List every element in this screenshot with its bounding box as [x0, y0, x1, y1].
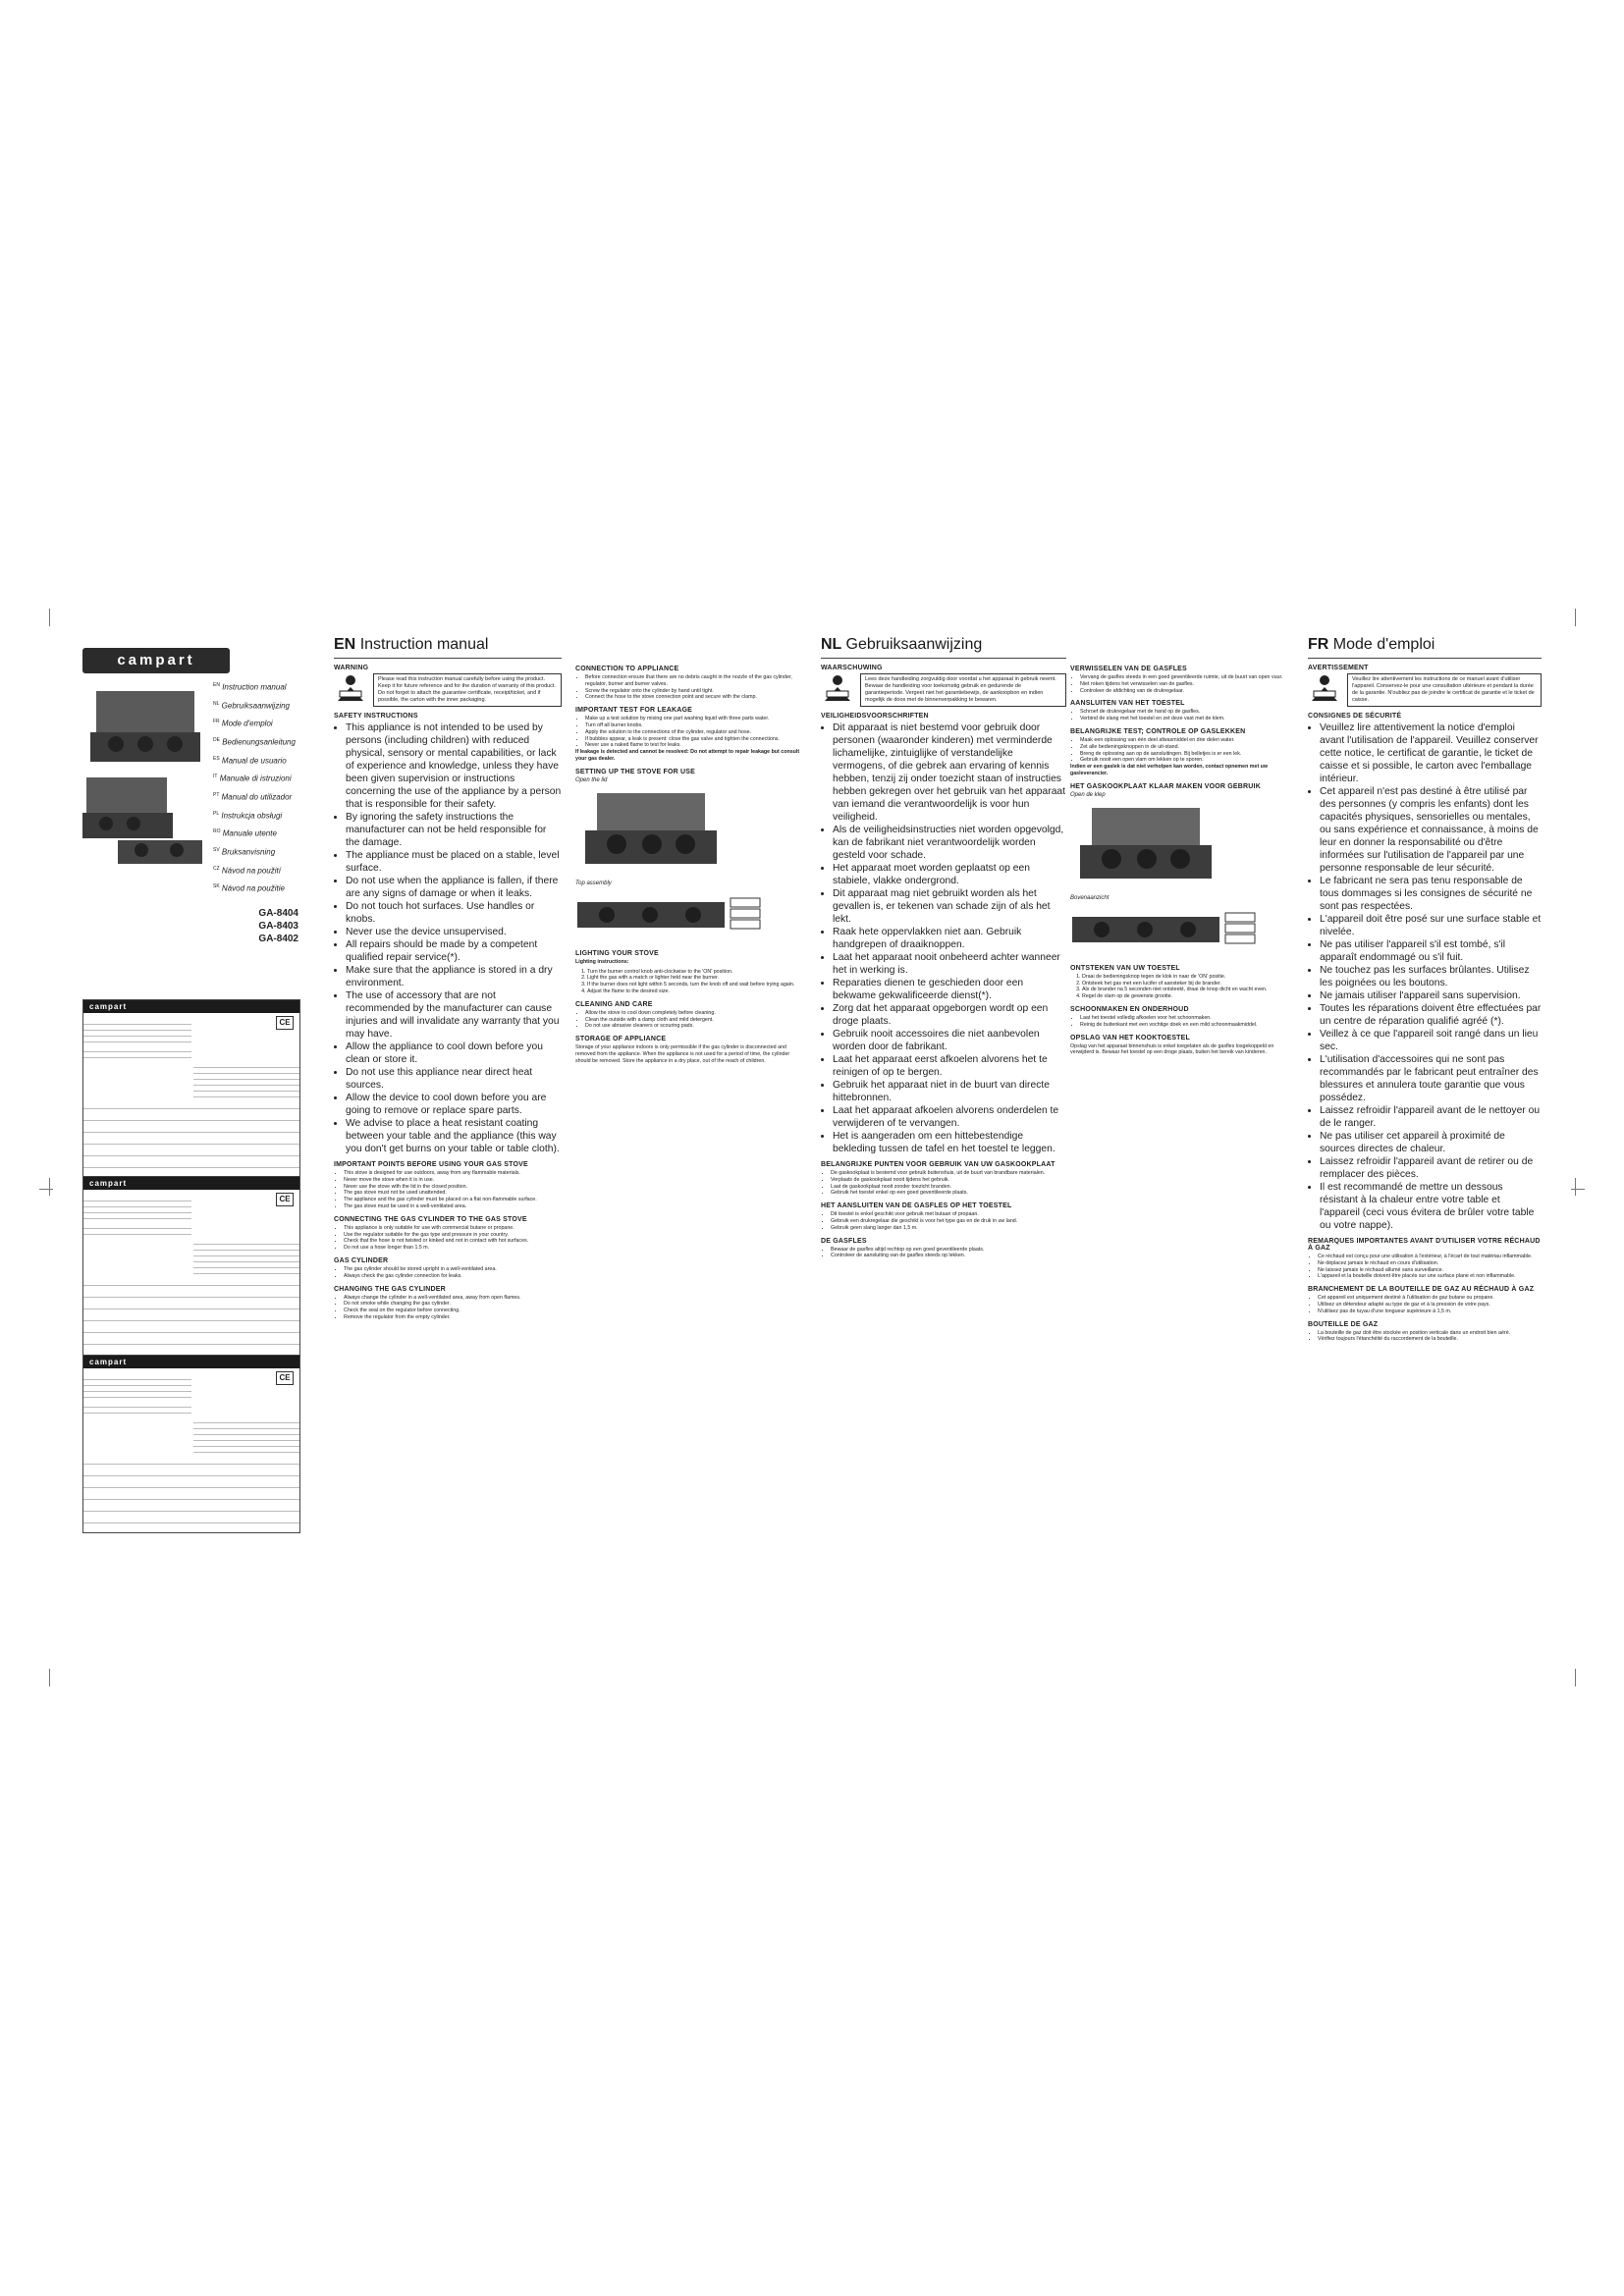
read-manual-icon — [821, 673, 854, 703]
list-item: • Het is aangeraden om een hittebestendige bekleding tussen de tafel en het toestel te leggen. — [833, 1130, 1066, 1155]
fr-safety-list — [1308, 721, 1542, 1232]
list-item: • Zorg dat het apparaat opgeborgen wordt op een droge plaats. — [833, 1002, 1066, 1028]
language-item: $^{NL}$ Gebruiksaanwijzing — [213, 700, 291, 711]
en-storage-heading: STORAGE OF APPLIANCE — [575, 1036, 667, 1043]
list-item: • Do not use abrasive cleaners or scouring pads. — [585, 1023, 803, 1030]
list-item: • Reparaties dienen te geschieden door een bekwame gekwalificeerde dienst(*). — [833, 977, 1066, 1002]
nl-points-heading: BELANGRIJKE PUNTEN VOOR GEBRUIK VAN UW GASKOOKPLAAT — [821, 1161, 1056, 1168]
en-important-list — [334, 1170, 562, 1210]
crop-mark — [49, 1669, 50, 1686]
list-item: • Veillez à ce que l'appareil soit rangé dans un lieu sec. — [1320, 1028, 1542, 1053]
list-item: • Ne pas utiliser l'appareil s'il est tombé, s'il apparaît endommagé ou s'il fuit. — [1320, 938, 1542, 964]
stove-product-image — [82, 683, 205, 880]
en-safety-list — [334, 721, 562, 1155]
list-item: • Breng de oplossing aan op de aansluitingen. Bij belletjes is er een lek. — [1080, 751, 1296, 758]
nl-gas-heading: DE GASFLES — [821, 1237, 867, 1245]
list-item: 4. Regel de vlam op de gewenste grootte. — [1082, 993, 1296, 1000]
list-item: • Do not use when the appliance is fallen, if there are any signs of damage or when it leaks. — [346, 875, 562, 900]
nl-leak-list — [1070, 737, 1296, 764]
language-item: $^{RO}$ Manuale utente — [213, 828, 277, 838]
nl-setup-caption-2: Bovenaanzicht — [1070, 894, 1110, 901]
en-title: EN Instruction manual — [334, 636, 489, 653]
nl-conn-list — [821, 1211, 1066, 1231]
en-clean-heading: CLEANING AND CARE — [575, 1000, 653, 1008]
en-clean-list — [575, 1010, 803, 1030]
nl-safety-list — [821, 721, 1066, 1155]
nl-storage-heading: OPSLAG VAN HET KOOKTOESTEL — [1070, 1034, 1191, 1041]
list-item: • Laat het apparaat nooit onbeheerd achter wanneer het in werking is. — [833, 951, 1066, 977]
list-item: • Reinig de buitenkant met een vochtige doek en een mild schoonmaakmiddel. — [1080, 1022, 1296, 1029]
fr-column — [1308, 636, 1542, 1343]
nl-lighting-list — [1070, 974, 1296, 1000]
nl-change-heading: VERWISSELEN VAN DE GASFLES — [1070, 666, 1187, 672]
language-item: $^{ES}$ Manual de usuario — [213, 755, 287, 766]
en-connect-list — [334, 1225, 562, 1252]
list-item: • Laat het toestel volledig afkoelen voor het schoonmaken. — [1080, 1015, 1296, 1022]
fr-warning-heading: AVERTISSEMENT — [1308, 665, 1369, 671]
fr-remarks-heading: REMARQUES IMPORTANTES AVANT D'UTILISER VOTRE RÉCHAUD À GAZ — [1308, 1238, 1541, 1252]
list-item: • Cet appareil n'est pas destiné à être utilisé par des personnes (y compris les enfants) dont les capacités physiques, sensorielles ou mentales, ou sans expérience et connaissance, à moins de leur en donner la responsabilité ou d'être informées sur l'utilisation de l'appareil par une personne responsable de leur sécurité. — [1320, 785, 1542, 875]
en-important-heading: IMPORTANT POINTS BEFORE USING YOUR GAS STOVE — [334, 1161, 528, 1168]
nl-column-2 — [1070, 660, 1296, 1059]
language-item: $^{IT}$ Manuale di istruzioni — [213, 774, 292, 783]
list-item: • Allow the device to cool down before you are going to remove or replace spare parts. — [346, 1092, 562, 1117]
en-cylinder-heading: GAS CYLINDER — [334, 1256, 389, 1264]
en-lighting-sub: Lighting instructions: — [575, 958, 629, 965]
list-item: • Allow the stove to cool down completely before cleaning. — [585, 1010, 803, 1017]
list-item: 1. Turn the burner control knob anti-clockwise to the 'ON' position. — [587, 969, 803, 976]
nl-warning-text: Lees deze handleiding zorgvuldig door voordat u het apparaat in gebruik neemt. Bewaar de handleiding voor toekomstig gebruik en gedurende de garantieperiode. Vergeet niet het garantiebewijs, de aankoopbon en indien mogelijk de doos met de binnenverpakking te bewaren. — [860, 673, 1066, 707]
rating-plate-brand: campart — [83, 1177, 299, 1190]
language-list — [213, 677, 296, 897]
list-item: • The gas stove must be used in a well-ventilated area. — [344, 1203, 562, 1210]
list-item: • Dit toestel is enkel geschikt voor gebruik met butaan of propaan. — [831, 1211, 1066, 1218]
en-cylinder-list — [334, 1266, 562, 1280]
stove-top-image — [1070, 909, 1257, 948]
list-item: • Het apparaat moet worden geplaatst op een stabiele, vlakke ondergrond. — [833, 862, 1066, 887]
list-item: • Connect the hose to the stove connection point and secure with the clamp. — [585, 694, 803, 701]
en-column-1 — [334, 636, 562, 1321]
nl-connect-dev-heading: AANSLUITEN VAN HET TOESTEL — [1070, 700, 1185, 708]
list-item: • Gebruik een drukregelaar die geschikt is voor het type gas en de druk in uw land. — [831, 1218, 1066, 1225]
list-item: • Schroef de drukregelaar met de hand op de gasfles. — [1080, 709, 1296, 716]
list-item: • Verplaats de gaskookplaat nooit tijdens het gebruik. — [831, 1177, 1066, 1184]
list-item: • Gebruik het apparaat niet in de buurt van directe hittebronnen. — [833, 1079, 1066, 1104]
model-list — [82, 907, 298, 945]
list-item: • By ignoring the safety instructions the manufacturer can not be held responsible for the damage. — [346, 811, 562, 849]
list-item: • Laissez refroidir l'appareil avant de retirer ou de remplacer des pièces. — [1320, 1155, 1542, 1181]
list-item: • Never use the device unsupervised. — [346, 926, 562, 938]
crop-mark — [1575, 1178, 1576, 1196]
list-item: • Remove the regulator from the empty cylinder. — [344, 1314, 562, 1321]
list-item: 1. Draai de bedieningsknop tegen de klok in naar de 'ON' positie. — [1082, 974, 1296, 981]
en-warning-box — [334, 673, 562, 707]
list-item: • Cet appareil est uniquement destiné à l'utilisation de gaz butane ou propane. — [1318, 1295, 1542, 1302]
list-item: 2. Light the gas with a match or lighter held near the burner. — [587, 975, 803, 982]
en-changing-heading: CHANGING THE GAS CYLINDER — [334, 1285, 446, 1293]
crop-mark — [1571, 1189, 1585, 1190]
en-safety-heading: SAFETY INSTRUCTIONS — [334, 713, 418, 720]
en-warning-text: Please read this instruction manual carefully before using the product. Keep it for future reference and for the duration of warranty of this product. Do not forget to attach the guarantee certificate, receipt/ticket, and if possible, the carton with the inner packaging. — [373, 673, 562, 707]
crop-mark — [49, 609, 50, 626]
stove-open-image — [575, 791, 723, 868]
list-item: • Maak een oplossing van één deel afwasmiddel en drie delen water. — [1080, 737, 1296, 744]
list-item: • Ce réchaud est conçu pour une utilisation à l'extérieur, à l'écart de tout matériau inflammable. — [1318, 1254, 1542, 1260]
list-item: • Check that the hose is not twisted or kinked and not in contact with hot surfaces. — [344, 1238, 562, 1245]
fr-warning-box — [1308, 673, 1542, 707]
list-item: • Il est recommandé de mettre un dessous résistant à la chaleur entre votre table et l'appareil (ceci vous évitera de brûler votre table ou votre nappe). — [1320, 1181, 1542, 1232]
list-item: • Laat het apparaat afkoelen alvorens onderdelen te verwijderen of te vervangen. — [833, 1104, 1066, 1130]
ce-mark-icon: CE — [276, 1371, 294, 1385]
list-item: • Verbind de slang met het toestel en zet deze vast met de klem. — [1080, 716, 1296, 722]
list-item: • Allow the appliance to cool down before you clean or store it. — [346, 1041, 562, 1066]
list-item: • Never use a naked flame to test for leaks. — [585, 742, 803, 749]
rating-plate — [82, 1176, 300, 1357]
list-item: • Zet alle bedieningsknoppen in de uit-stand. — [1080, 744, 1296, 751]
list-item: • Veuillez lire attentivement la notice d'emploi avant l'utilisation de l'appareil. Veuillez conserver cette notice, le certificat de garantie, le ticket de caisse et si possible, le carton avec l'emballage intérieur. — [1320, 721, 1542, 785]
rating-plate — [82, 999, 300, 1178]
brand-column — [82, 648, 298, 945]
list-item: • L'appareil doit être posé sur une surface stable et nivelée. — [1320, 913, 1542, 938]
list-item: • The appliance and the gas cylinder must be placed on a flat non-flammable surface. — [344, 1197, 562, 1203]
list-item: • If bubbles appear, a leak is present: close the gas valve and tighten the connections. — [585, 736, 803, 743]
list-item: • De gaskookplaat is bestemd voor gebruik buitenshuis, uit de buurt van brandbare materialen. — [831, 1170, 1066, 1177]
list-item: • We advise to place a heat resistant coating between your table and the appliance (this way you don't get burns on your table or table cloth). — [346, 1117, 562, 1155]
list-item: • Do not use this appliance near direct heat sources. — [346, 1066, 562, 1092]
list-item: • L'utilisation d'accessoires qui ne sont pas recommandés par le fabricant peut entraîner des blessures et annulera toute garantie que vous possédez. — [1320, 1053, 1542, 1104]
list-item: • Gebruik nooit een open vlam om lekken op te sporen. — [1080, 757, 1296, 764]
list-item: • Vervang de gasfles steeds in een goed geventileerde ruimte, uit de buurt van open vuur. — [1080, 674, 1296, 681]
en-column-2 — [575, 660, 803, 1068]
list-item: • Always change the cylinder in a well-ventilated area, away from open flames. — [344, 1295, 562, 1302]
list-item: • Never move the stove when it is in use. — [344, 1177, 562, 1184]
brand-logo — [82, 648, 230, 673]
ce-mark-icon: CE — [276, 1193, 294, 1206]
rating-plate-brand: campart — [83, 1356, 299, 1368]
nl-warning-box — [821, 673, 1066, 707]
list-item: • Use the regulator suitable for the gas type and pressure in your country. — [344, 1232, 562, 1239]
read-manual-icon — [1308, 673, 1341, 703]
nl-leak-note: Indien er een gaslek is dat niet verholpen kan worden, contact opnemen met uw gasleverancier. — [1070, 764, 1269, 776]
en-lighting-list — [575, 969, 803, 995]
list-item: • Do not smoke while changing the gas cylinder. — [344, 1301, 562, 1308]
list-item: • Als de veiligheidsinstructies niet worden opgevolgd, kan de fabrikant niet verantwoordelijk worden gesteld voor schade. — [833, 824, 1066, 862]
crop-mark — [49, 1178, 50, 1196]
brand-name: campart — [117, 652, 195, 668]
en-leak-note: If leakage is detected and cannot be resolved: Do not attempt to repair leakage but consult your gas dealer. — [575, 749, 800, 762]
ce-mark-icon: CE — [276, 1016, 294, 1030]
list-item: • Ne déplacez jamais le réchaud en cours d'utilisation. — [1318, 1260, 1542, 1267]
list-item: • N'utilisez pas de tuyau d'une longueur supérieure à 1,5 m. — [1318, 1308, 1542, 1315]
en-setup-caption: Open the lid — [575, 776, 608, 783]
en-changing-list — [334, 1295, 562, 1321]
list-item: • L'appareil et la bouteille doivent être placés sur une surface plane et non inflammable. — [1318, 1273, 1542, 1280]
language-item: $^{SV}$ Bruksanvisning — [213, 846, 276, 857]
en-warning-heading: WARNING — [334, 665, 369, 671]
list-item: • The gas stove must not be used unattended. — [344, 1190, 562, 1197]
stove-open-image — [1070, 806, 1218, 882]
list-item: • Le fabricant ne sera pas tenu responsable de tous dommages si les consignes de sécurité ne sont pas respectées. — [1320, 875, 1542, 913]
list-item: • Always check the gas cylinder connection for leaks. — [344, 1273, 562, 1280]
list-item: • Vérifiez toujours l'étanchéité du raccordement de la bouteille. — [1318, 1336, 1542, 1343]
read-manual-icon — [334, 673, 367, 703]
list-item: • Dit apparaat mag niet gebruikt worden als het gevallen is, er tekenen van schade zijn of als het lekt. — [833, 887, 1066, 926]
list-item: • This appliance is not intended to be used by persons (including children) with reduced physical, sensory or mental capabilities, or lack of experience and knowledge, unless they have been given supervision or instructions concerning the use of the appliance by a person that is responsible for their safety. — [346, 721, 562, 811]
fr-bottle-heading: BOUTEILLE DE GAZ — [1308, 1320, 1379, 1328]
list-item: • The appliance must be placed on a stable, level surface. — [346, 849, 562, 875]
language-item: $^{FR}$ Mode d'emploi — [213, 719, 273, 728]
fr-connect-list — [1308, 1295, 1542, 1314]
list-item: • Apply the solution to the connections of the cylinder, regulator and hose. — [585, 729, 803, 736]
language-item: $^{PL}$ Instrukcja obsługi — [213, 810, 283, 821]
list-item: • Laat de gaskookplaat nooit zonder toezicht branden. — [831, 1184, 1066, 1191]
nl-storage-text: Opslag van het apparaat binnenshuis is enkel toegelaten als de gasfles losgekoppeld en verwijderd is. Bewaar het toestel op een droge plaats, buiten het bereik van kinderen. — [1070, 1042, 1274, 1056]
list-item: • Ne jamais utiliser l'appareil sans supervision. — [1320, 989, 1542, 1002]
nl-title: NL Gebruiksaanwijzing — [821, 636, 983, 653]
list-item: • All repairs should be made by a competent qualified repair service(*). — [346, 938, 562, 964]
en-connect-heading: CONNECTING THE GAS CYLINDER TO THE GAS STOVE — [334, 1215, 527, 1223]
fr-safety-heading: CONSIGNES DE SÉCURITÉ — [1308, 713, 1402, 720]
nl-lighting-heading: ONTSTEKEN VAN UW TOESTEL — [1070, 964, 1180, 972]
en-leak-list — [575, 716, 803, 749]
list-item: • Gebruik nooit accessoires die niet aanbevolen worden door de fabrikant. — [833, 1028, 1066, 1053]
list-item: • Laat het apparaat eerst afkoelen alvorens het te reinigen of op te bergen. — [833, 1053, 1066, 1079]
list-item: • Niet roken tijdens het verwisselen van de gasfles. — [1080, 681, 1296, 688]
list-item: • Gebruik geen slang langer dan 1,5 m. — [831, 1225, 1066, 1232]
list-item: • Controleer de afdichting van de drukregelaar. — [1080, 688, 1296, 695]
stove-top-image — [575, 894, 762, 934]
language-item: $^{EN}$ Instruction manual — [213, 682, 287, 692]
nl-clean-heading: SCHOONMAKEN EN ONDERHOUD — [1070, 1005, 1189, 1013]
nl-safety-heading: VEILIGHEIDSVOORSCHRIFTEN — [821, 713, 929, 720]
language-item: $^{DE}$ Bedienungsanleitung — [213, 736, 296, 747]
fr-warning-text: Veuillez lire attentivement les instructions de ce manuel avant d'utiliser l'appareil. Conservez-le pour une consultation ultérieure et pendant la durée de la garantie. N'oubliez pas de joindre le certificat de garantie et le ticket de caisse. — [1347, 673, 1542, 707]
list-item: • Turn off all burner knobs. — [585, 722, 803, 729]
list-item: • La bouteille de gaz doit être stockée en position verticale dans un endroit bien aéré. — [1318, 1330, 1542, 1337]
list-item: • Utilisez un détendeur adapté au type de gaz et à la pression de votre pays. — [1318, 1302, 1542, 1308]
en-conn-app-heading: CONNECTION TO APPLIANCE — [575, 666, 679, 672]
nl-clean-list — [1070, 1015, 1296, 1029]
list-item: • Ne touchez pas les surfaces brûlantes. Utilisez les poignées ou les boutons. — [1320, 964, 1542, 989]
rating-plate — [82, 1355, 300, 1533]
list-item: • Toutes les réparations doivent être effectuées par un centre de réparation qualifié agréé (*). — [1320, 1002, 1542, 1028]
list-item: • Check the seal on the regulator before connecting. — [344, 1308, 562, 1314]
nl-leak-heading: BELANGRIJKE TEST; CONTROLE OP GASLEKKEN — [1070, 727, 1246, 735]
list-item: • The gas cylinder should be stored upright in a well-ventilated area. — [344, 1266, 562, 1273]
list-item: • Dit apparaat is niet bestemd voor gebruik door personen (waaronder kinderen) met verminderde lichamelijke, zintuiglijke of verstandelijke vermogens, of die gebrek aan ervaring of kennis hebben, tenzij zij onder toezicht staan of instructies hebben gekregen over het gebruik van het apparaat van iemand die verantwoordelijk is voor hun veiligheid. — [833, 721, 1066, 824]
list-item: • Do not touch hot surfaces. Use handles or knobs. — [346, 900, 562, 926]
rating-plate-brand: campart — [83, 1000, 299, 1013]
list-item: • Controleer de aansluiting van de gasfles steeds op lekken. — [831, 1253, 1066, 1259]
fr-connect-heading: BRANCHEMENT DE LA BOUTEILLE DE GAZ AU RÉCHAUD À GAZ — [1308, 1286, 1535, 1294]
list-item: • Do not use a hose longer than 1.5 m. — [344, 1245, 562, 1252]
list-item: • This appliance is only suitable for use with commercial butane or propane. — [344, 1225, 562, 1232]
model-number: GA-8404 — [258, 907, 298, 919]
list-item: 3. If the burner does not light within 5 seconds, turn the knob off and wait before trying again. — [587, 982, 803, 988]
list-item: • Gebruik het toestel enkel op een goed geventileerde plaats. — [831, 1190, 1066, 1197]
model-number: GA-8403 — [258, 920, 298, 932]
list-item: • Clean the outside with a damp cloth and mild detergent. — [585, 1017, 803, 1024]
list-item: 4. Adjust the flame to the desired size. — [587, 988, 803, 995]
en-storage-text: Storage of your appliance indoors is only permissible if the gas cylinder is disconnected and removed from the appliance. When the appliance is not used for a period of time, the cylinder should be removed. Store the appliance in a dry place, out of the reach of children. — [575, 1044, 790, 1064]
list-item: • Laissez refroidir l'appareil avant de le nettoyer ou de le ranger. — [1320, 1104, 1542, 1130]
list-item: 2. Ontsteek het gas met een lucifer of aansteker bij de brander. — [1082, 981, 1296, 988]
nl-column-1 — [821, 636, 1066, 1259]
nl-gas-list — [821, 1247, 1066, 1260]
list-item: • This stove is designed for use outdoors, away from any flammable materials. — [344, 1170, 562, 1177]
en-conn-app-list — [575, 674, 803, 701]
nl-points-list — [821, 1170, 1066, 1197]
language-item: $^{PT}$ Manual do utilizador — [213, 791, 293, 802]
list-item: • Ne laissez jamais le réchaud allumé sans surveillance. — [1318, 1267, 1542, 1274]
list-item: • Make sure that the appliance is stored in a dry environment. — [346, 964, 562, 989]
list-item: • Before connection ensure that there are no debris caught in the nozzle of the gas cylinder, regulator, burner and burner valves. — [585, 674, 803, 688]
nl-change-list — [1070, 674, 1296, 694]
list-item: 3. Als de brander na 5 seconden niet ontsteekt, draai de knop dicht en wacht even. — [1082, 987, 1296, 993]
crop-mark — [1575, 609, 1576, 626]
nl-connect-dev-list — [1070, 709, 1296, 722]
nl-setup-heading: HET GASKOOKPLAAT KLAAR MAKEN VOOR GEBRUIK — [1070, 782, 1261, 790]
list-item: • Raak hete oppervlakken niet aan. Gebruik handgrepen of draaiknoppen. — [833, 926, 1066, 951]
fr-bottle-list — [1308, 1330, 1542, 1344]
list-item: • Screw the regulator onto the cylinder by hand until tight. — [585, 688, 803, 695]
list-item: • Bewaar de gasfles altijd rechtop op een goed geventileerde plaats. — [831, 1247, 1066, 1254]
language-item: $^{CZ}$ Návod na použití — [213, 865, 281, 876]
language-item: $^{SK}$ Návod na použitie — [213, 883, 285, 893]
fr-remarks-list — [1308, 1254, 1542, 1280]
list-item: • Make up a test solution by mixing one part washing liquid with three parts water. — [585, 716, 803, 722]
model-number: GA-8402 — [258, 933, 298, 944]
list-item: • Never use the stove with the lid in the closed position. — [344, 1184, 562, 1191]
en-setup-caption-2: Top assembly — [575, 880, 612, 886]
nl-conn-heading: HET AANSLUITEN VAN DE GASFLES OP HET TOESTEL — [821, 1202, 1012, 1210]
nl-warning-heading: WAARSCHUWING — [821, 665, 883, 671]
crop-mark — [1575, 1669, 1576, 1686]
fr-title: FR Mode d'emploi — [1308, 636, 1435, 653]
en-setup-heading: SETTING UP THE STOVE FOR USE — [575, 768, 696, 775]
en-leak-heading: IMPORTANT TEST FOR LEAKAGE — [575, 707, 693, 715]
nl-setup-caption: Open de klep — [1070, 791, 1106, 798]
list-item: • The use of accessory that are not recommended by the manufacturer can cause injuries and will invalidate any warranty that you may have. — [346, 989, 562, 1041]
crop-mark — [39, 1189, 53, 1190]
en-lighting-heading: LIGHTING YOUR STOVE — [575, 949, 659, 957]
list-item: • Ne pas utiliser cet appareil à proximité de sources directes de chaleur. — [1320, 1130, 1542, 1155]
